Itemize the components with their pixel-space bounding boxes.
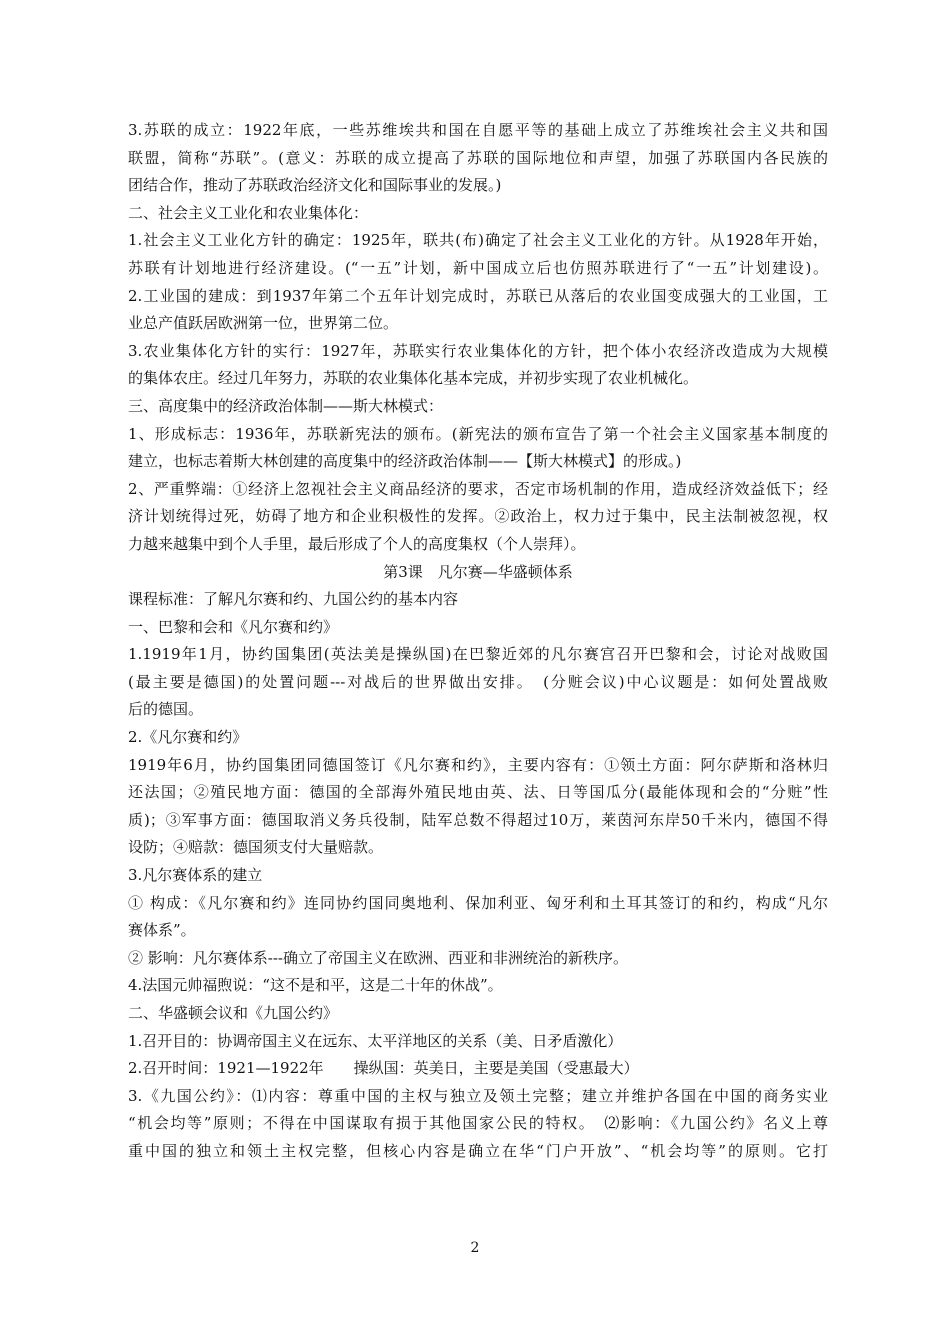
text-line: 赛体系”。 [128, 921, 196, 940]
page-number: 2 [470, 1240, 480, 1256]
text-line: 2、严重弊端：①经济上忽视社会主义商品经济的要求，否定市场机制的作用，造成经济效益低下；经 [128, 479, 828, 498]
text-line: 1.1919年1月，协约国集团(英法美是操纵国)在巴黎近郊的凡尔赛宫召开巴黎和会，讨论对战败国 [128, 645, 828, 664]
text-line: 济计划统得过死，妨碍了地方和企业积极性的发挥。②政治上，权力过于集中，民主法制被忽视，权 [128, 507, 828, 526]
section-heading: 二、社会主义工业化和农业集体化： [128, 203, 369, 222]
text-line: 1、形成标志：1936年，苏联新宪法的颁布。(新宪法的颁布宣告了第一个社会主义国家基本制度的 [128, 424, 828, 443]
section-heading: 三、高度集中的经济政治体制——斯大林模式： [128, 396, 444, 415]
course-standard: 课程标准：了解凡尔赛和约、九国公约的基本内容 [128, 590, 459, 609]
text-line: 苏联有计划地进行经济建设。(“一五”计划，新中国成立后也仿照苏联进行了“一五”计划建设)。 [128, 258, 828, 277]
text-line: 2.《凡尔赛和约》 [128, 728, 248, 747]
text-line: 4.法国元帅福煦说：“这不是和平，这是二十年的休战”。 [128, 976, 503, 995]
text-line: 2.召开时间：1921—1922年 操纵国：英美日，主要是美国（受惠最大） [128, 1059, 639, 1078]
text-line: 1.社会主义工业化方针的确定：1925年，联共(布)确定了社会主义工业化的方针。从1928年开始， [128, 231, 828, 250]
section-heading: 一、巴黎和会和《凡尔赛和约》 [128, 617, 339, 636]
text-line: 联盟，简称“苏联”。(意义：苏联的成立提高了苏联的国际地位和声望，加强了苏联国内各民族的 [128, 148, 828, 167]
text-line: ② 影响：凡尔赛体系---确立了帝国主义在欧洲、西亚和非洲统治的新秩序。 [128, 948, 628, 967]
text-line: 业总产值跃居欧洲第一位，世界第二位。 [128, 314, 399, 333]
text-line: 的集体农庄。经过几年努力，苏联的农业集体化基本完成，并初步实现了农业机械化。 [128, 369, 699, 388]
document-body [128, 117, 828, 1166]
text-line: 设防；④赔款：德国须支付大量赔款。 [128, 838, 384, 857]
text-line: “机会均等”原则；不得在中国谋取有损于其他国家公民的特权。 ⑵影响：《九国公约》名义上尊 [128, 1114, 828, 1133]
text-line: 质)；③军事方面：德国取消义务兵役制，陆军总数不得超过10万，莱茵河东岸50千米内，德国不得 [128, 810, 828, 829]
text-line: 1919年6月，协约国集团同德国签订《凡尔赛和约》，主要内容有：①领土方面：阿尔萨斯和洛林归 [128, 755, 828, 774]
text-line: 1.召开目的：协调帝国主义在远东、太平洋地区的关系（美、日矛盾激化） [128, 1031, 623, 1050]
text-line: 还法国；②殖民地方面：德国的全部海外殖民地由英、法、日等国瓜分(最能体现和会的“分赃”性 [128, 783, 828, 802]
lesson-title: 第3课 凡尔赛—华盛顿体系 [383, 562, 573, 581]
text-line: 2.工业国的建成：到1937年第二个五年计划完成时，苏联已从落后的农业国变成强大的工业国，工 [128, 286, 828, 305]
text-line: 3.苏联的成立：1922年底，一些苏维埃共和国在自愿平等的基础上成立了苏维埃社会主义共和国 [128, 121, 828, 139]
text-line: 建立，也标志着斯大林创建的高度集中的经济政治体制——【斯大林模式】的形成。) [128, 452, 682, 471]
text-line: 力越来越集中到个人手里，最后形成了个人的高度集权（个人崇拜）。 [128, 534, 586, 553]
section-heading: 二、华盛顿会议和《九国公约》 [128, 1004, 339, 1022]
text-line: 后的德国。 [128, 700, 204, 719]
text-line: 3.农业集体化方针的实行：1927年，苏联实行农业集体化的方针，把个体小农经济改造成为大规模 [128, 341, 828, 360]
text-line: 团结合作，推动了苏联政治经济文化和国际事业的发展。) [128, 176, 502, 195]
text-line: 3.《九国公约》：⑴内容：尊重中国的主权与独立及领土完整；建立并维护各国在中国的商务实业 [128, 1086, 828, 1105]
text-line: 3.凡尔赛体系的建立 [128, 866, 263, 885]
text-line: 重中国的独立和领土主权完整，但核心内容是确立在华“门户开放”、“机会均等”的原则。它打 [128, 1141, 828, 1160]
text-line: ① 构成：《凡尔赛和约》连同协约国同奥地利、保加利亚、匈牙利和土耳其签订的和约，构成“凡尔 [128, 893, 828, 912]
text-line: (最主要是德国)的处置问题---对战后的世界做出安排。 (分赃会议)中心议题是：如何处置战败 [128, 672, 828, 691]
